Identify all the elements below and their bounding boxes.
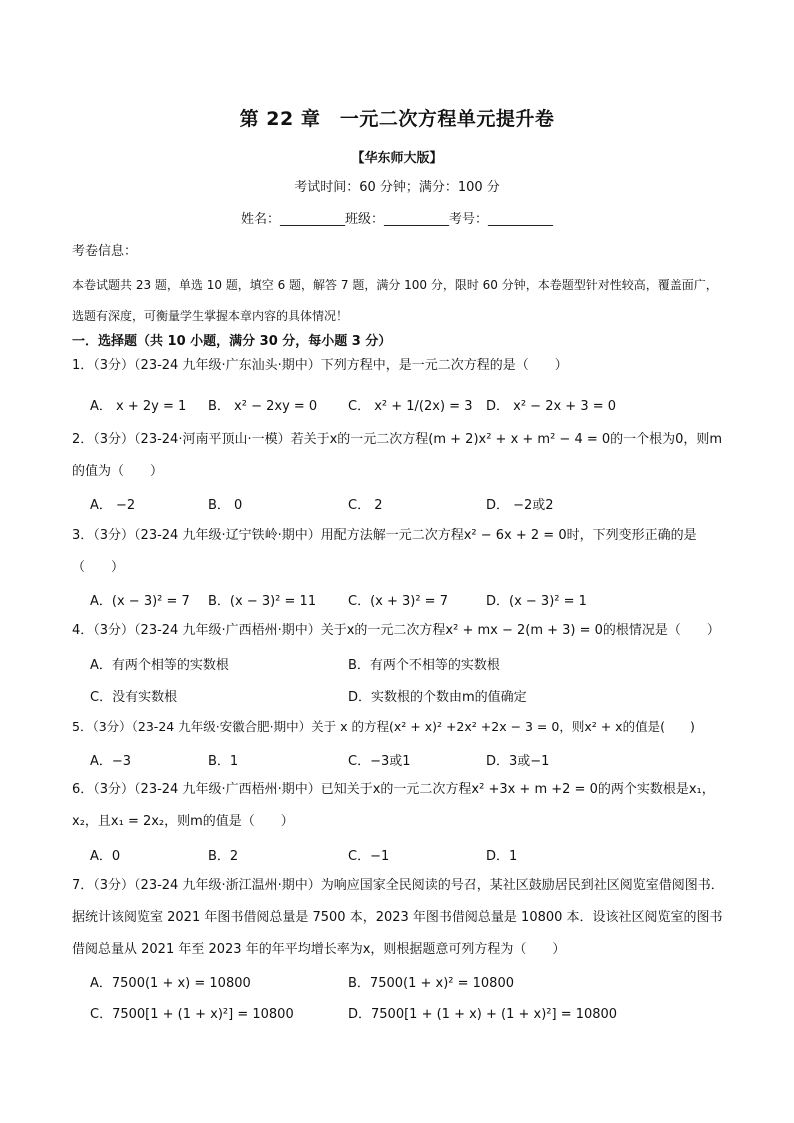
option-b: B．2 bbox=[208, 849, 239, 864]
option-a: A．−3 bbox=[90, 754, 132, 769]
option-d: D．(x − 3)² = 1 bbox=[486, 594, 587, 609]
option-d: D．实数根的个数由m的值确定 bbox=[348, 690, 527, 705]
option-b: B． x² − 2xy = 0 bbox=[208, 399, 318, 414]
question-1-stem: 1．（3分）（23-24 九年级·广东汕头·期中）下列方程中，是一元二次方程的是（ ） bbox=[72, 358, 568, 373]
option-d: D． x² − 2x + 3 = 0 bbox=[486, 399, 617, 414]
question-4-options-row-1 bbox=[90, 654, 730, 678]
question-6-stem: 6．（3分）（23-24 九年级·广西梧州·期中）已知关于x的一元二次方程x² +3x + m +2 = 0的两个实数根是x₁，x₂，且x₁ = 2x₂，则m的值是（ ） bbox=[72, 782, 715, 829]
option-b: B．1 bbox=[208, 754, 239, 769]
option-d: D． −2或2 bbox=[486, 498, 554, 513]
question-5-options bbox=[90, 750, 730, 774]
exam-time-line: 考试时间：60 分钟；满分：100 分 bbox=[294, 180, 500, 195]
option-a: A． −2 bbox=[90, 498, 136, 513]
option-b: B．(x − 3)² = 11 bbox=[208, 594, 317, 609]
question-3-stem: 3．（3分）（23-24 九年级·辽宁铁岭·期中）用配方法解一元二次方程x² − 6x + 2 = 0时，下列变形正确的是（ ） bbox=[72, 528, 697, 575]
option-a: A．7500(1 + x) = 10800 bbox=[90, 976, 251, 991]
option-a: A． x + 2y = 1 bbox=[90, 399, 187, 414]
option-b: B．7500(1 + x)² = 10800 bbox=[348, 976, 514, 991]
option-c: C．−3或1 bbox=[348, 754, 411, 769]
exam-info-body: 本卷试题共 23 题，单选 10 题，填空 6 题，解答 7 题，满分 100 分，限时 60 分钟，本卷题型针对性较高，覆盖面广，选题有深度，可衡量学生掌握本章内容的具体情况！ bbox=[72, 278, 718, 323]
option-a: A．有两个相等的实数根 bbox=[90, 658, 229, 673]
question-7-options-row-1 bbox=[90, 972, 730, 996]
option-d: D．1 bbox=[486, 849, 518, 864]
question-7-options-row-2 bbox=[90, 1003, 730, 1027]
question-3-options bbox=[90, 590, 730, 614]
section-title: 一．选择题（共 10 小题，满分 30 分，每小题 3 分） bbox=[72, 334, 392, 349]
option-c: C．−1 bbox=[348, 849, 390, 864]
question-5-stem: 5．（3分）（23-24 九年级·安徽合肥·期中）关于 x 的方程(x² + x)² +2x² +2x − 3 = 0，则x² + x的值是( ) bbox=[72, 719, 695, 734]
question-7-stem: 7．（3分）（23-24 九年级·浙江温州·期中）为响应国家全民阅读的号召，某社区鼓励居民到社区阅览室借阅图书．据统计该阅览室 2021 年图书借阅总量是 7500 本，2023 年图书借阅总量是 10800 本．设该社区阅览室的图书借阅总量从 2021 年至 2023 年的年平均增长率为x，则根据题意可列方程为（ ） bbox=[72, 878, 724, 957]
edition-label: 【华东师大版】 bbox=[351, 151, 443, 166]
page-title: 第 22 章 一元二次方程单元提升卷 bbox=[239, 108, 555, 130]
exam-info-title: 考卷信息： bbox=[72, 244, 138, 259]
option-b: B． 0 bbox=[208, 498, 243, 513]
student-info-line: 姓名：__________班级：__________考号：__________ bbox=[240, 212, 553, 227]
question-4-stem: 4．（3分）（23-24 九年级·广西梧州·期中）关于x的一元二次方程x² + mx − 2(m + 3) = 0的根情况是（ ） bbox=[72, 623, 720, 638]
option-d: D．7500[1 + (1 + x) + (1 + x)²] = 10800 bbox=[348, 1007, 618, 1022]
option-a: A．0 bbox=[90, 849, 121, 864]
option-c: C． x² + 1/(2x) = 3 bbox=[348, 399, 473, 414]
option-c: C．(x + 3)² = 7 bbox=[348, 594, 448, 609]
question-4-options-row-2 bbox=[90, 686, 730, 710]
option-c: C．7500[1 + (1 + x)²] = 10800 bbox=[90, 1007, 294, 1022]
option-c: C．没有实数根 bbox=[90, 690, 178, 705]
question-2-stem: 2．（3分）（23-24·河南平顶山·一模）若关于x的一元二次方程(m + 2)x² + x + m² − 4 = 0的一个根为0，则m的值为（ ） bbox=[72, 432, 723, 479]
option-c: C． 2 bbox=[348, 498, 383, 513]
question-2-options bbox=[90, 494, 730, 518]
option-b: B．有两个不相等的实数根 bbox=[348, 658, 500, 673]
option-a: A．(x − 3)² = 7 bbox=[90, 594, 190, 609]
question-6-options bbox=[90, 845, 730, 869]
question-1-options bbox=[90, 395, 730, 419]
option-d: D．3或−1 bbox=[486, 754, 550, 769]
